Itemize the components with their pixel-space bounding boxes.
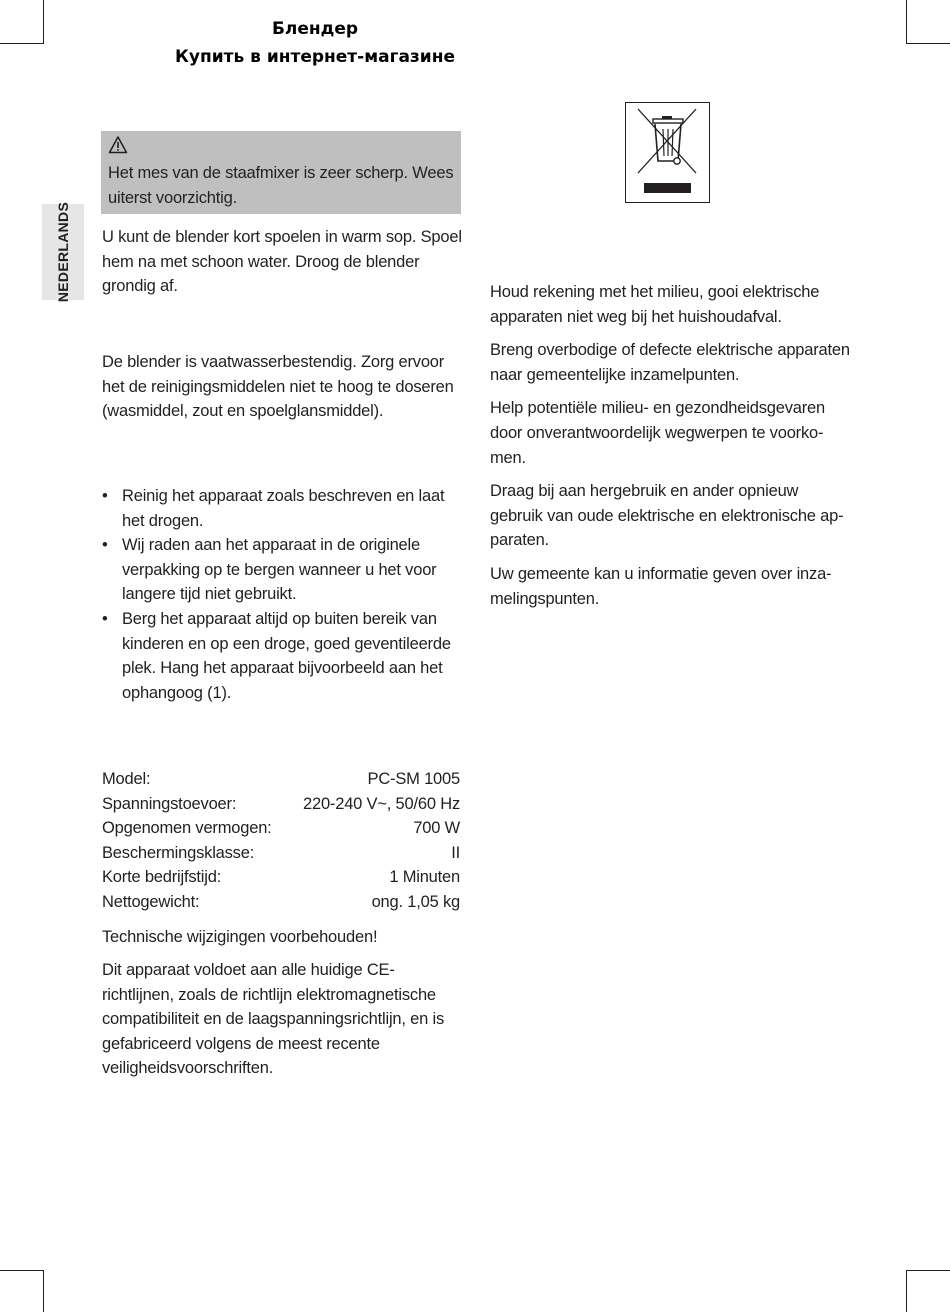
warning-box	[101, 131, 461, 214]
bullet: •	[102, 487, 108, 505]
spec-value: II	[451, 843, 460, 862]
crossed-out-wheelie-bin-icon	[625, 102, 710, 203]
dishwasher-paragraph: De blender is vaatwasserbestendig. Zorg ervoor het de reinigingsmiddelen niet te hoog te doseren (wasmiddel, zout en spoelglansmiddel).	[102, 353, 454, 421]
spec-value: 700 W	[413, 819, 460, 838]
bullet: •	[102, 609, 108, 628]
crop-mark	[0, 1270, 43, 1271]
specs-table	[102, 767, 460, 915]
table-row	[102, 792, 460, 817]
spec-label: Spanningstoevoer:	[102, 794, 237, 813]
warning-text: Het mes van de staafmixer is zeer scherp. Wees uiterst voorzichtig.	[108, 164, 454, 207]
language-tab	[42, 201, 84, 303]
tech-note: Technische wijzigingen voorbehouden!	[102, 928, 378, 946]
disposal-section	[490, 280, 852, 611]
spec-value: 1 Minuten	[389, 868, 460, 887]
spec-label: Nettogewicht:	[102, 892, 200, 911]
bullet: •	[102, 536, 108, 555]
spec-value: ong. 1,05 kg	[371, 892, 460, 911]
header-title: Блендер	[271, 19, 359, 39]
page-header	[0, 15, 630, 71]
disposal-paragraph: Uw gemeente kan u informatie geven over inza-melingspunten.	[490, 564, 832, 608]
list-item	[102, 484, 462, 533]
spec-label: Beschermingsklasse:	[102, 843, 255, 862]
list-item	[102, 533, 462, 607]
table-row	[102, 865, 460, 890]
crop-mark	[906, 0, 907, 44]
rinse-paragraph: U kunt de blender kort spoelen in warm sop. Spoel hem na met schoon water. Droog de blender grondig af.	[102, 228, 462, 296]
crop-mark	[906, 1270, 950, 1271]
disposal-paragraph: Houd rekening met het milieu, gooi elektrische apparaten niet weg bij het huishoudafval.	[490, 283, 820, 326]
table-row	[102, 890, 460, 915]
header-subtitle: Купить в интернет-магазине	[174, 47, 455, 67]
disposal-paragraph: Draag bij aan hergebruik en ander opnieuw gebruik van oude elektrische en elektronische ap-paraten.	[490, 482, 844, 550]
table-row	[102, 767, 460, 792]
crop-mark	[906, 1270, 907, 1312]
table-row	[102, 841, 460, 866]
spec-label: Opgenomen vermogen:	[102, 819, 272, 838]
spec-label: Model:	[102, 770, 151, 788]
language-tab-label: NEDERLANDS	[55, 201, 71, 303]
table-row	[102, 816, 460, 841]
crop-mark	[906, 43, 950, 44]
spec-value: PC-SM 1005	[367, 770, 460, 788]
storage-list	[102, 484, 462, 705]
crop-mark	[43, 1270, 44, 1312]
disposal-paragraph: Breng overbodige of defecte elektrische apparaten naar gemeentelijke inzamelpunten.	[490, 341, 850, 384]
warning-triangle-icon	[108, 135, 128, 160]
spec-value: 220-240 V~, 50/60 Hz	[303, 794, 460, 813]
list-item-text: Wij raden aan het apparaat in de originele verpakking op te bergen wanneer u het voor langere tijd niet gebruikt.	[122, 536, 437, 604]
ce-paragraph: Dit apparaat voldoet aan alle huidige CE-richtlijnen, zoals de richtlijn elektromagnetische compatibiliteit en de laagspanningsrichtlijn, en is gefabriceerd volgens de meest recente veiligheidsvoorschriften.	[102, 961, 445, 1078]
spec-label: Korte bedrijfstijd:	[102, 868, 222, 887]
disposal-paragraph: Help potentiële milieu- en gezondheidsgevaren door onverantwoordelijk wegwerpen te voorko-men.	[490, 399, 825, 467]
list-item	[102, 607, 462, 705]
list-item-text: Reinig het apparaat zoals beschreven en laat het drogen.	[122, 487, 445, 530]
list-item-text: Berg het apparaat altijd op buiten bereik van kinderen en op een droge, goed geventileerde plek. Hang het apparaat bijvoorbeeld aan het ophangoog (1).	[122, 609, 451, 702]
